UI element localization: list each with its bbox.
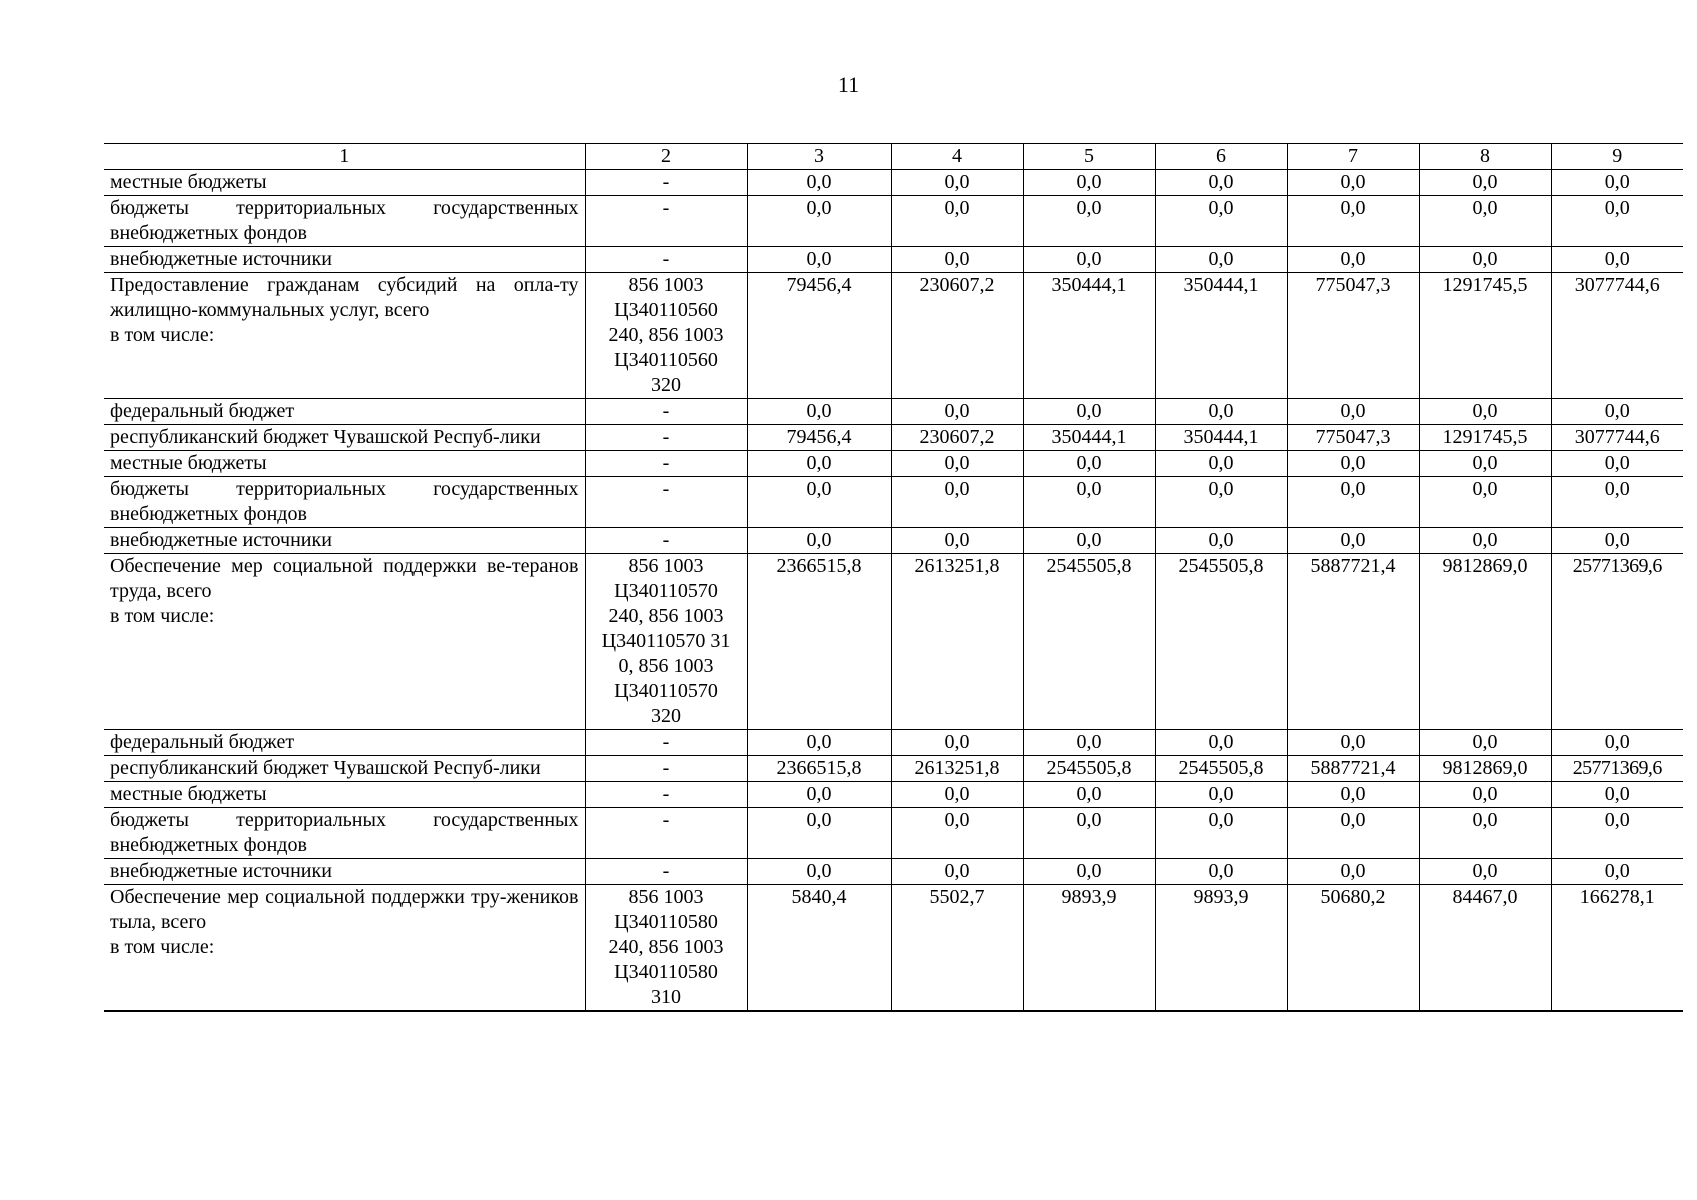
table-row <box>104 885 1683 1012</box>
row-name: внебюджетные источники <box>104 247 585 273</box>
row-value-col-9: 0,0 <box>1551 808 1683 859</box>
row-value-col-3: 0,0 <box>747 196 891 247</box>
row-value-col-8: 9812869,0 <box>1419 756 1551 782</box>
row-value-col-3: 0,0 <box>747 451 891 477</box>
row-name: республиканский бюджет Чувашской Респуб-лики <box>104 425 585 451</box>
row-value-col-3: 0,0 <box>747 247 891 273</box>
row-budget-code: - <box>585 451 747 477</box>
page-number: 11 <box>837 72 860 97</box>
row-value-col-4: 0,0 <box>891 477 1023 528</box>
row-value-col-4: 0,0 <box>891 528 1023 554</box>
row-budget-code: - <box>585 477 747 528</box>
row-value-col-9: 3077744,6 <box>1551 273 1683 399</box>
row-budget-code: - <box>585 528 747 554</box>
row-value-col-6: 2545505,8 <box>1155 554 1287 730</box>
row-name: местные бюджеты <box>104 170 585 196</box>
row-name: Предоставление гражданам субсидий на опла-ту жилищно-коммунальных услуг, всего в том числе: <box>104 273 585 399</box>
row-budget-code: - <box>585 756 747 782</box>
row-name: федеральный бюджет <box>104 730 585 756</box>
table-row <box>104 730 1683 756</box>
table-row <box>104 808 1683 859</box>
row-budget-code: 856 1003 Ц340110560 240, 856 1003 Ц340110560 320 <box>585 273 747 399</box>
row-value-col-5: 0,0 <box>1023 782 1155 808</box>
row-value-col-7: 0,0 <box>1287 170 1419 196</box>
row-value-col-6: 2545505,8 <box>1155 756 1287 782</box>
column-header-4: 4 <box>891 144 1023 170</box>
row-budget-code: - <box>585 247 747 273</box>
row-value-col-3: 0,0 <box>747 859 891 885</box>
row-value-col-5: 0,0 <box>1023 451 1155 477</box>
row-value-col-3: 2366515,8 <box>747 554 891 730</box>
row-value-col-5: 0,0 <box>1023 859 1155 885</box>
row-value-col-6: 0,0 <box>1155 451 1287 477</box>
row-name: внебюджетные источники <box>104 859 585 885</box>
row-budget-code: 856 1003 Ц340110570 240, 856 1003 Ц340110570 31 0, 856 1003 Ц340110570 320 <box>585 554 747 730</box>
column-header-9: 9 <box>1551 144 1683 170</box>
row-value-col-3: 79456,4 <box>747 425 891 451</box>
table-row <box>104 859 1683 885</box>
row-value-col-4: 0,0 <box>891 399 1023 425</box>
row-name: внебюджетные источники <box>104 528 585 554</box>
row-value-col-7: 5887721,4 <box>1287 554 1419 730</box>
row-value-col-3: 79456,4 <box>747 273 891 399</box>
table-row <box>104 399 1683 425</box>
row-value-col-4: 0,0 <box>891 859 1023 885</box>
table-row <box>104 528 1683 554</box>
row-name: Обеспечение мер социальной поддержки тру-жеников тыла, всего в том числе: <box>104 885 585 1012</box>
row-budget-code: - <box>585 425 747 451</box>
row-value-col-3: 2366515,8 <box>747 756 891 782</box>
table-row <box>104 477 1683 528</box>
row-value-col-3: 5840,4 <box>747 885 891 1012</box>
row-value-col-9: 0,0 <box>1551 730 1683 756</box>
table-row <box>104 554 1683 730</box>
row-value-col-8: 0,0 <box>1419 196 1551 247</box>
row-value-col-4: 2613251,8 <box>891 756 1023 782</box>
row-value-col-8: 84467,0 <box>1419 885 1551 1012</box>
row-value-col-9: 166278,1 <box>1551 885 1683 1012</box>
row-value-col-8: 0,0 <box>1419 528 1551 554</box>
row-value-col-5: 0,0 <box>1023 528 1155 554</box>
row-value-col-6: 0,0 <box>1155 170 1287 196</box>
row-value-col-5: 2545505,8 <box>1023 756 1155 782</box>
row-value-col-4: 0,0 <box>891 451 1023 477</box>
row-value-col-6: 350444,1 <box>1155 273 1287 399</box>
row-value-col-8: 0,0 <box>1419 170 1551 196</box>
row-value-col-4: 230607,2 <box>891 425 1023 451</box>
row-value-col-3: 0,0 <box>747 528 891 554</box>
row-value-col-7: 0,0 <box>1287 528 1419 554</box>
row-value-col-8: 1291745,5 <box>1419 273 1551 399</box>
row-value-col-4: 0,0 <box>891 247 1023 273</box>
row-value-col-4: 230607,2 <box>891 273 1023 399</box>
row-value-col-5: 0,0 <box>1023 247 1155 273</box>
row-name: бюджеты территориальных государственных внебюджетных фондов <box>104 808 585 859</box>
table-row <box>104 273 1683 399</box>
row-value-col-9: 0,0 <box>1551 528 1683 554</box>
row-value-col-3: 0,0 <box>747 782 891 808</box>
row-value-col-5: 9893,9 <box>1023 885 1155 1012</box>
row-value-col-8: 0,0 <box>1419 399 1551 425</box>
row-value-col-4: 0,0 <box>891 808 1023 859</box>
row-value-col-8: 0,0 <box>1419 247 1551 273</box>
row-value-col-6: 0,0 <box>1155 808 1287 859</box>
row-value-col-8: 9812869,0 <box>1419 554 1551 730</box>
row-value-col-8: 0,0 <box>1419 730 1551 756</box>
row-value-col-9: 0,0 <box>1551 859 1683 885</box>
table-row <box>104 782 1683 808</box>
row-name: федеральный бюджет <box>104 399 585 425</box>
row-value-col-9: 0,0 <box>1551 399 1683 425</box>
row-value-col-3: 0,0 <box>747 399 891 425</box>
row-budget-code: 856 1003 Ц340110580 240, 856 1003 Ц340110580 310 <box>585 885 747 1012</box>
row-value-col-9: 25771369,6 <box>1551 554 1683 730</box>
row-value-col-7: 0,0 <box>1287 196 1419 247</box>
column-header-2: 2 <box>585 144 747 170</box>
row-budget-code: - <box>585 808 747 859</box>
row-value-col-8: 0,0 <box>1419 782 1551 808</box>
row-value-col-3: 0,0 <box>747 808 891 859</box>
row-value-col-6: 0,0 <box>1155 859 1287 885</box>
row-value-col-5: 0,0 <box>1023 170 1155 196</box>
row-value-col-5: 0,0 <box>1023 808 1155 859</box>
table-row <box>104 196 1683 247</box>
row-value-col-4: 5502,7 <box>891 885 1023 1012</box>
row-value-col-9: 0,0 <box>1551 247 1683 273</box>
row-value-col-5: 350444,1 <box>1023 425 1155 451</box>
row-value-col-6: 0,0 <box>1155 730 1287 756</box>
row-value-col-9: 0,0 <box>1551 451 1683 477</box>
table-row <box>104 247 1683 273</box>
row-value-col-5: 0,0 <box>1023 477 1155 528</box>
row-value-col-7: 0,0 <box>1287 247 1419 273</box>
row-budget-code: - <box>585 170 747 196</box>
row-value-col-5: 0,0 <box>1023 730 1155 756</box>
row-value-col-7: 5887721,4 <box>1287 756 1419 782</box>
row-value-col-8: 0,0 <box>1419 451 1551 477</box>
row-value-col-7: 775047,3 <box>1287 425 1419 451</box>
row-budget-code: - <box>585 196 747 247</box>
row-value-col-6: 0,0 <box>1155 528 1287 554</box>
row-budget-code: - <box>585 399 747 425</box>
column-header-3: 3 <box>747 144 891 170</box>
row-name: республиканский бюджет Чувашской Респуб-лики <box>104 756 585 782</box>
row-budget-code: - <box>585 859 747 885</box>
column-header-8: 8 <box>1419 144 1551 170</box>
column-header-7: 7 <box>1287 144 1419 170</box>
row-value-col-3: 0,0 <box>747 477 891 528</box>
row-value-col-7: 50680,2 <box>1287 885 1419 1012</box>
row-value-col-7: 0,0 <box>1287 782 1419 808</box>
row-value-col-4: 0,0 <box>891 196 1023 247</box>
row-value-col-6: 0,0 <box>1155 247 1287 273</box>
table-row <box>104 451 1683 477</box>
row-value-col-9: 0,0 <box>1551 196 1683 247</box>
row-name: Обеспечение мер социальной поддержки ве-теранов труда, всего в том числе: <box>104 554 585 730</box>
row-value-col-4: 0,0 <box>891 782 1023 808</box>
table-row <box>104 170 1683 196</box>
row-value-col-6: 0,0 <box>1155 477 1287 528</box>
row-value-col-3: 0,0 <box>747 170 891 196</box>
row-value-col-9: 3077744,6 <box>1551 425 1683 451</box>
row-value-col-6: 0,0 <box>1155 782 1287 808</box>
row-value-col-9: 25771369,6 <box>1551 756 1683 782</box>
row-value-col-4: 0,0 <box>891 170 1023 196</box>
row-value-col-6: 9893,9 <box>1155 885 1287 1012</box>
row-value-col-7: 775047,3 <box>1287 273 1419 399</box>
row-value-col-9: 0,0 <box>1551 170 1683 196</box>
row-value-col-7: 0,0 <box>1287 477 1419 528</box>
row-value-col-7: 0,0 <box>1287 859 1419 885</box>
row-value-col-6: 0,0 <box>1155 399 1287 425</box>
row-value-col-5: 350444,1 <box>1023 273 1155 399</box>
row-name: бюджеты территориальных государственных внебюджетных фондов <box>104 477 585 528</box>
row-budget-code: - <box>585 782 747 808</box>
row-value-col-6: 0,0 <box>1155 196 1287 247</box>
row-value-col-3: 0,0 <box>747 730 891 756</box>
row-value-col-4: 2613251,8 <box>891 554 1023 730</box>
row-value-col-8: 0,0 <box>1419 477 1551 528</box>
row-value-col-6: 350444,1 <box>1155 425 1287 451</box>
row-value-col-7: 0,0 <box>1287 730 1419 756</box>
table-row <box>104 425 1683 451</box>
header-row <box>104 144 1683 170</box>
row-value-col-7: 0,0 <box>1287 808 1419 859</box>
table-row <box>104 756 1683 782</box>
row-value-col-9: 0,0 <box>1551 477 1683 528</box>
row-value-col-8: 0,0 <box>1419 859 1551 885</box>
column-header-5: 5 <box>1023 144 1155 170</box>
row-budget-code: - <box>585 730 747 756</box>
row-name: местные бюджеты <box>104 782 585 808</box>
row-value-col-8: 0,0 <box>1419 808 1551 859</box>
budget-table <box>104 143 1683 1012</box>
row-value-col-7: 0,0 <box>1287 451 1419 477</box>
column-header-1: 1 <box>104 144 585 170</box>
column-header-6: 6 <box>1155 144 1287 170</box>
row-name: бюджеты территориальных государственных внебюджетных фондов <box>104 196 585 247</box>
table-body <box>104 170 1683 1012</box>
row-value-col-9: 0,0 <box>1551 782 1683 808</box>
row-value-col-4: 0,0 <box>891 730 1023 756</box>
row-value-col-5: 2545505,8 <box>1023 554 1155 730</box>
row-value-col-5: 0,0 <box>1023 196 1155 247</box>
row-name: местные бюджеты <box>104 451 585 477</box>
row-value-col-8: 1291745,5 <box>1419 425 1551 451</box>
row-value-col-5: 0,0 <box>1023 399 1155 425</box>
row-value-col-7: 0,0 <box>1287 399 1419 425</box>
